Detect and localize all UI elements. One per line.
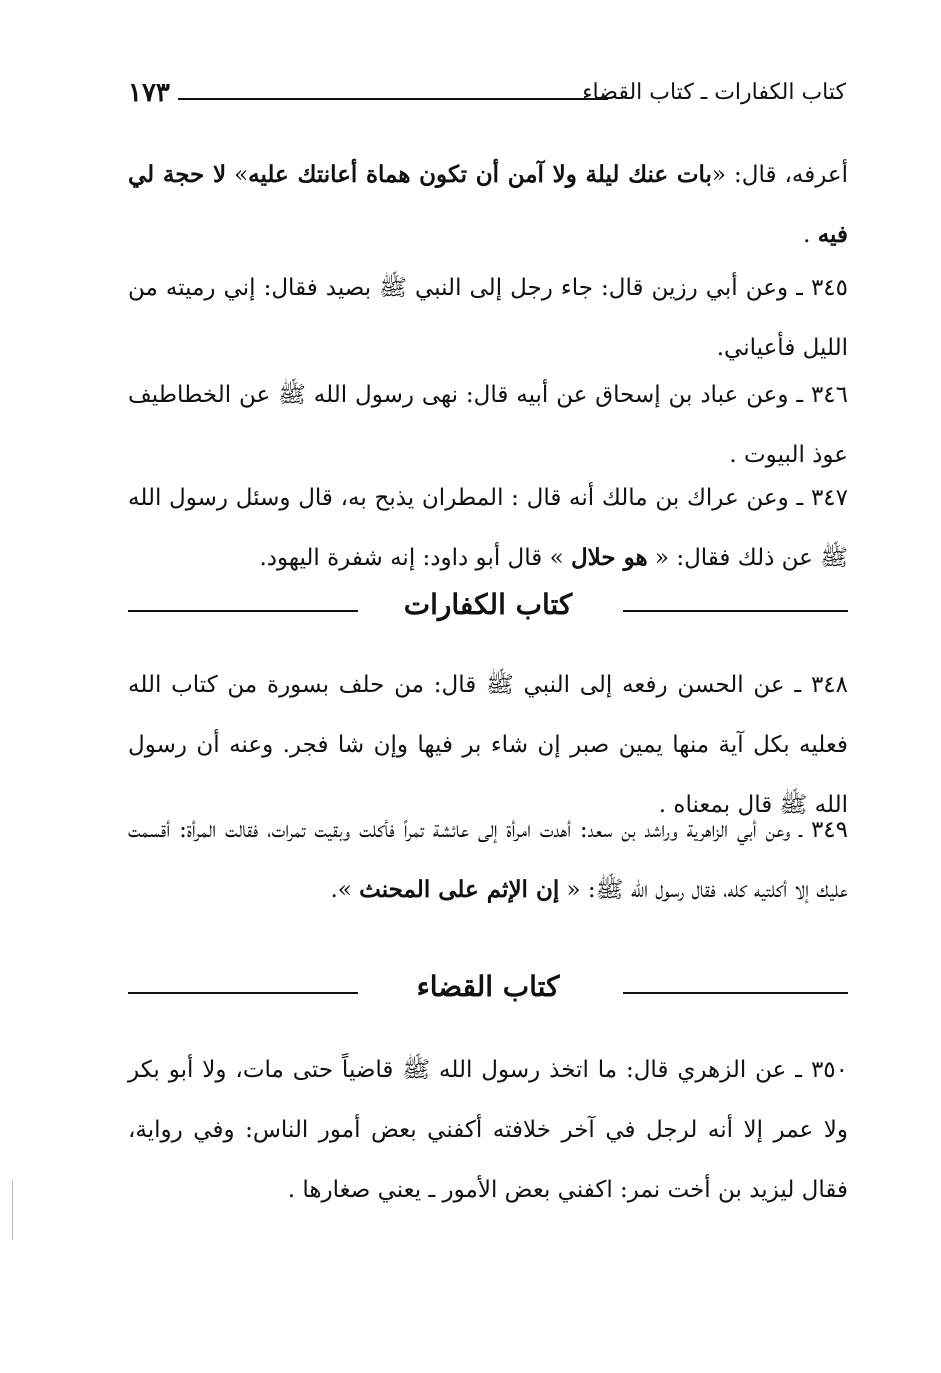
hadith-quote: إن الإثم على المحنث — [359, 876, 560, 903]
text-run: ٣٤٩ ـ وعن أبي الزاهرية وراشد بن سعد: أهدت امرأة إلى عائشة تمراً فأكلت وبقيت تمرات، فقالت المرأة: أقسمت عليك إلا أكلتيه كله، فقال رسول الله ﷺ: « — [128, 817, 848, 903]
text-run: » قال أبو داود: إنه شفرة اليهود. — [259, 545, 571, 571]
hadith-349 — [128, 800, 848, 920]
hadith-quote: هو حلال — [570, 544, 648, 571]
hadith-346: ٣٤٦ ـ وعن عباد بن إسحاق عن أبيه قال: نهى رسول الله ﷺ عن الخطاطيف عوذ البيوت . — [128, 382, 848, 468]
section-heading-qada — [128, 970, 848, 1010]
hadith-quote: بات عنك ليلة ولا آمن أن تكون هماة أعانتك عليه — [248, 161, 712, 188]
section-title: كتاب القضاء — [416, 970, 560, 1003]
section-heading-kaffarat — [128, 588, 848, 628]
text-run: أعرفه، قال: « — [711, 162, 848, 188]
hadith-quote: لا حجة لي فيه — [128, 161, 848, 248]
hadith-347 — [128, 468, 848, 588]
text-run: ٣٤٧ ـ وعن عراك بن مالك أنه قال : المطران يذبح به، قال وسئل رسول الله ﷺ عن ذلك فقال: « — [128, 485, 848, 571]
text-run: » — [226, 162, 249, 188]
text-run: ». — [330, 877, 360, 903]
header-rule — [178, 98, 608, 100]
section-title: كتاب الكفارات — [403, 588, 573, 621]
text-run: . — [803, 222, 818, 248]
page-number: ١٧٣ — [128, 78, 170, 108]
paragraph-continuation — [128, 145, 848, 265]
hadith-348: ٣٤٨ ـ عن الحسن رفعه إلى النبي ﷺ قال: من حلف بسورة من كتاب الله فعليه بكل آية منها يمين صبر إن شاء بر فيها وإن شا فجر. وعنه أن رسول الله ﷺ قال بمعناه . — [128, 672, 848, 818]
running-title: كتاب الكفارات ـ كتاب القضاء — [582, 80, 846, 105]
page-header — [128, 78, 846, 118]
hadith-345: ٣٤٥ ـ وعن أبي رزين قال: جاء رجل إلى النبي ﷺ بصيد فقال: إني رميته من الليل فأعياني. — [128, 275, 848, 361]
hadith-350: ٣٥٠ ـ عن الزهري قال: ما اتخذ رسول الله ﷺ قاضياً حتى مات، ولا أبو بكر ولا عمر إلا أنه لرجل في آخر خلافته أكفني بعض أمور الناس: وفي رواية، فقال ليزيد بن أخت نمر: اكفني بعض الأمور ـ يعني صغارها . — [128, 1057, 848, 1203]
scan-gutter-line — [12, 1180, 13, 1240]
